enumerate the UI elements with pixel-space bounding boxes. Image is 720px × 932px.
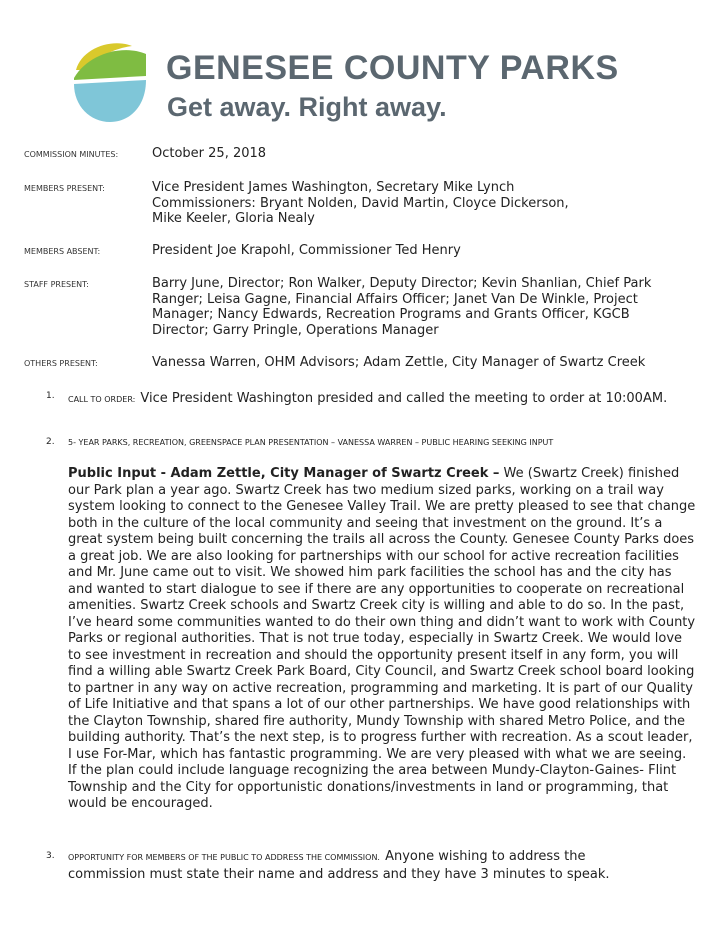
- item-label: CALL TO ORDER:: [68, 395, 136, 404]
- tagline: Get away. Right away.: [167, 92, 447, 122]
- meta-value: [152, 146, 266, 162]
- meta-line: Manager; Nancy Edwards, Recreation Programs and Grants Officer, KGCB: [152, 307, 630, 322]
- meta-line: Barry June, Director; Ron Walker, Deputy Director; Kevin Shanlian, Chief Park: [152, 276, 652, 291]
- meta-line: Commissioners: Bryant Nolden, David Martin, Cloyce Dickerson,: [152, 195, 569, 211]
- page-header: [72, 40, 632, 130]
- meta-label: STAFF PRESENT:: [24, 280, 89, 289]
- meta-line: Mike Keeler, Gloria Nealy: [152, 211, 315, 226]
- public-input-body: We (Swartz Creek) finished our Park plan a year ago. Swartz Creek has two medium sized parks, working on a trail way system looking to connect to the Genesee Valley Trail. We are pretty pleased to see that change both in the culture of the local community and seeing that investment on the ground. It’s a great system being built concerning the trails all across the County. Genesee County Parks does a great job. We are also looking for partnerships with our school for active recreation facilities and Mr. June came out to visit. We showed him park facilities the school has and the city has and wanted to start dialogue to see if there are any opportunities to cooperate on recreational amenities. Swartz Creek schools and Swartz Creek city is willing and able to do so. In the past, I’ve heard some communities wanted to do their own thing and didn’t want to work with County Parks or regional authorities. That is not true today, especially in Swartz Creek. We would love to see investment in recreation and should the opportunity present itself in any form, you will find a willing able Swartz Creek Park Board, City Council, and Swartz Creek school board looking to partner in any way on active recreation, programming and marketing. It is part of our Quality of Life Initiative and that spans a lot of our other partnerships. We have good relationships with the Clayton Township, shared fire authority, Mundy Township with shared Metro Police, and the building authority. That’s the next step, is to progress further with recreation. As a scout leader, I use For-Mar, which has fantastic programming. We are very pleased with what we are seeing. If the plan could include language recognizing the area between Mundy-Clayton-Gaines- Flint Township and the City for opportunistic donations/investments in land or programming, that would be encouraged.: [68, 466, 696, 811]
- item-number: 1.: [46, 391, 55, 401]
- park-logo-icon: [72, 40, 148, 124]
- meta-line: Director; Garry Pringle, Operations Manager: [152, 322, 439, 338]
- meta-value: [152, 243, 461, 259]
- meta-value: [152, 180, 569, 227]
- meta-label: COMMISSION MINUTES:: [24, 150, 119, 159]
- item-text: Anyone wishing to address the: [385, 849, 586, 864]
- meta-line: Vice President James Washington, Secretary Mike Lynch: [152, 180, 515, 195]
- org-name: GENESEE COUNTY PARKS: [166, 49, 619, 87]
- item-line: [68, 387, 667, 406]
- item-label: OPPORTUNITY FOR MEMBERS OF THE PUBLIC TO ADDRESS THE COMMISSION.: [68, 853, 380, 862]
- meta-line: Ranger; Leisa Gagne, Financial Affairs Officer; Janet Van De Winkle, Project: [152, 291, 638, 307]
- meta-value: [152, 276, 651, 338]
- item-label: 5- YEAR PARKS, RECREATION, GREENSPACE PLAN PRESENTATION – VANESSA WARREN – PUBLIC HEARING SEEKING INPUT: [68, 438, 554, 447]
- public-input-heading: Public Input - Adam Zettle, City Manager of Swartz Creek –: [68, 466, 500, 481]
- item-number: 2.: [46, 437, 55, 447]
- item-text-continued: commission must state their name and address and they have 3 minutes to speak.: [68, 867, 610, 882]
- meta-label: MEMBERS ABSENT:: [24, 247, 101, 256]
- meta-value: [152, 355, 645, 371]
- meta-label: OTHERS PRESENT:: [24, 359, 98, 368]
- public-input-paragraph: [68, 466, 698, 813]
- item-number: 3.: [46, 851, 55, 861]
- meta-label: MEMBERS PRESENT:: [24, 184, 105, 193]
- item-text: Vice President Washington presided and called the meeting to order at 10:00AM.: [140, 391, 668, 406]
- meta-line: Vanessa Warren, OHM Advisors; Adam Zettle, City Manager of Swartz Creek: [152, 355, 646, 370]
- meta-line: October 25, 2018: [152, 146, 267, 161]
- item-line: [68, 846, 688, 866]
- item-body: [68, 846, 688, 883]
- meta-line: President Joe Krapohl, Commissioner Ted Henry: [152, 243, 461, 258]
